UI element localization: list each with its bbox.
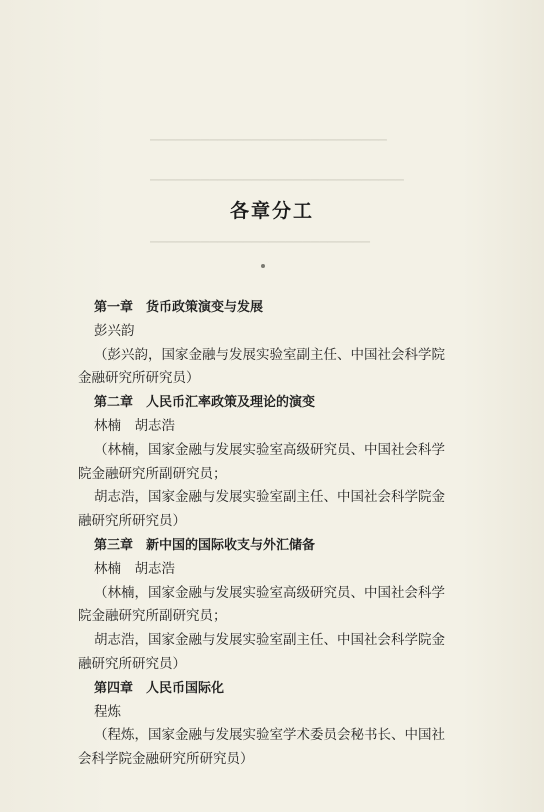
author-note-continued: 院金融研究所副研究员； <box>78 465 227 482</box>
author-note-continued: 融研究所研究员） <box>78 513 186 530</box>
author-note-continued: 会科学院金融研究所研究员） <box>78 751 254 768</box>
author-names: 林楠 胡志浩 <box>94 417 175 434</box>
author-note-continued: 金融研究所研究员） <box>78 370 200 387</box>
author-names: 彭兴韵 <box>94 322 135 339</box>
ornament-dot <box>261 264 265 268</box>
author-note-continued: 融研究所研究员） <box>78 655 186 672</box>
author-note: （林楠，国家金融与发展实验室高级研究员、中国社会科学 <box>94 441 445 458</box>
author-note: 胡志浩，国家金融与发展实验室副主任、中国社会科学院金 <box>94 632 445 649</box>
bleed-through-text: ▁▁▁▁▁▁▁▁▁▁▁▁▁▁▁▁▁▁▁▁▁▁▁▁▁▁▁▁ <box>150 128 387 141</box>
chapter-heading: 第二章 人民币汇率政策及理论的演变 <box>94 395 316 411</box>
chapter-heading: 第四章 人民币国际化 <box>94 680 225 696</box>
page-title: 各章分工 <box>229 200 314 222</box>
author-note: （林楠，国家金融与发展实验室高级研究员、中国社会科学 <box>94 584 445 601</box>
bleed-through-text: ▁▁▁▁▁▁▁▁▁▁▁▁▁▁▁▁▁▁▁▁▁▁▁▁▁▁▁▁▁▁ <box>150 168 404 181</box>
chapter-assignments <box>78 296 478 772</box>
chapter-heading: 第一章 货币政策演变与发展 <box>94 300 264 315</box>
author-note-continued: 院金融研究所副研究员； <box>78 608 227 625</box>
author-note: （彭兴韵，国家金融与发展实验室副主任、中国社会科学院 <box>94 346 445 363</box>
author-note: 胡志浩，国家金融与发展实验室副主任、中国社会科学院金 <box>94 489 445 506</box>
chapter-heading: 第三章 新中国的国际收支与外汇储备 <box>94 537 316 553</box>
author-names: 林楠 胡志浩 <box>94 560 175 577</box>
bleed-through-text: ▁▁▁▁▁▁▁▁▁▁▁▁▁▁▁▁▁▁▁▁▁▁▁▁▁▁ <box>150 230 370 243</box>
author-note: （程炼，国家金融与发展实验室学术委员会秘书长、中国社 <box>94 727 445 744</box>
author-names: 程炼 <box>94 703 121 720</box>
